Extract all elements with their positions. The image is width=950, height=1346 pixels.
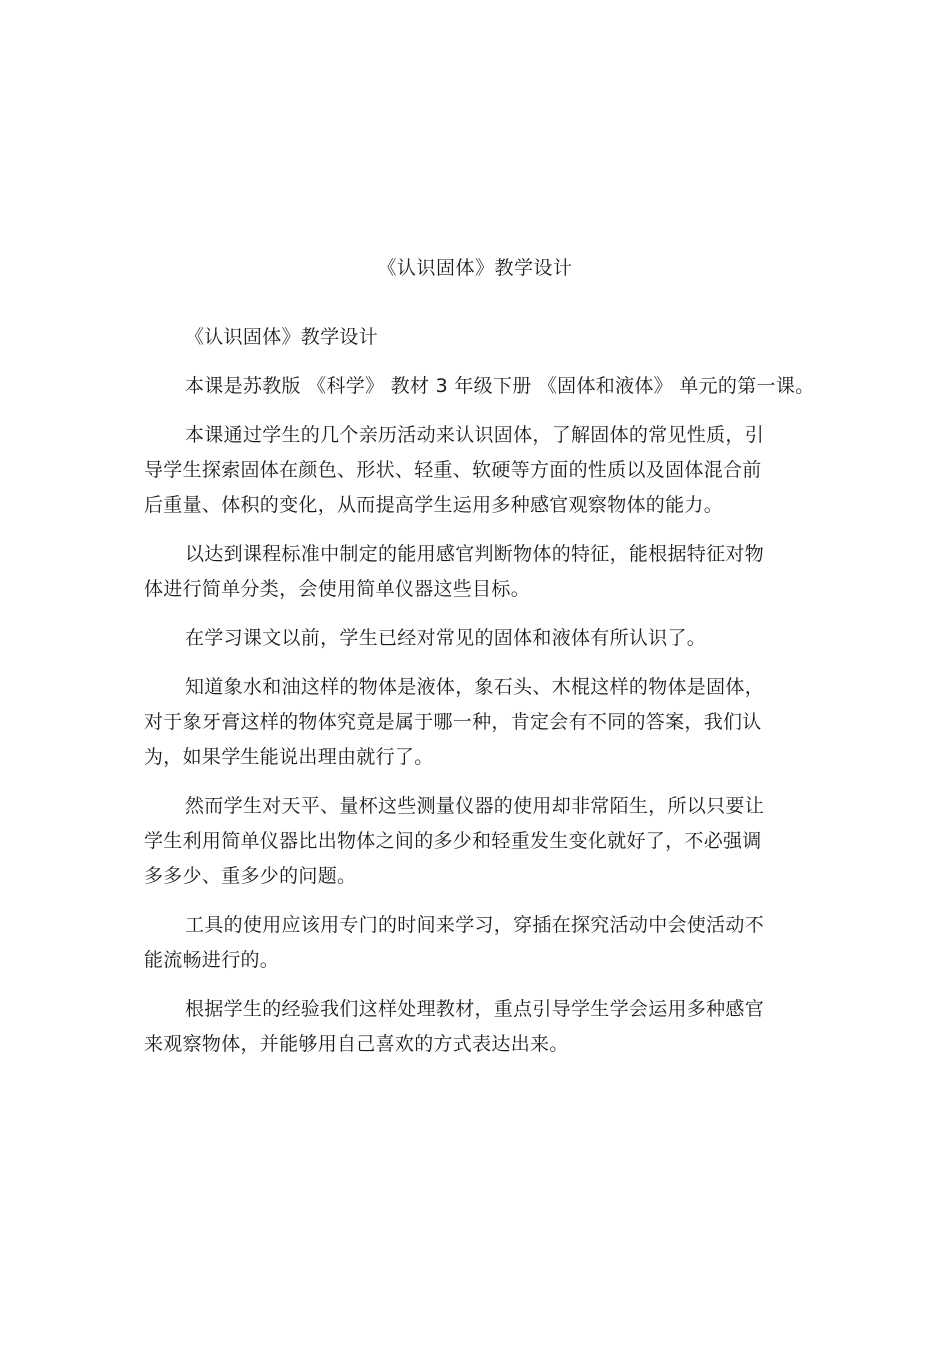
paragraph [144,537,804,607]
paragraph-line: 来观察物体，并能够用自己喜欢的方式表达出来。 [144,1033,569,1055]
paragraph-line: 《认识固体》教学设计 [185,326,379,348]
paragraph-line: 以达到课程标准中制定的能用感官判断物体的特征，能根据特征对物 [185,543,765,565]
paragraph-line: 在学习课文以前，学生已经对常见的固体和液体有所认识了。 [185,627,707,649]
paragraph-line: 然而学生对天平、量杯这些测量仪器的使用却非常陌生，所以只要让 [185,795,765,817]
paragraph [144,369,815,404]
paragraph-line: 体进行简单分类，会使用简单仪器这些目标。 [144,578,531,600]
paragraph [144,992,804,1062]
paragraph-line: 导学生探索固体在颜色、形状、轻重、软硬等方面的性质以及固体混合前 [144,459,762,481]
paragraph-line: 工具的使用应该用专门的时间来学习，穿插在探究活动中会使活动不 [185,914,765,936]
paragraph-heading [144,320,804,355]
paragraph-line: 能流畅进行的。 [144,949,280,971]
paragraph-line: 多多少、重多少的问题。 [144,865,357,887]
paragraph-line: 本课通过学生的几个亲历活动来认识固体，了解固体的常见性质，引 [185,424,765,446]
paragraph-line: 本课是苏教版 《科学》 教材 3 年级下册 《固体和液体》 单元的第一课。 [185,375,815,397]
paragraph [144,789,804,894]
paragraph-line: 为，如果学生能说出理由就行了。 [144,746,434,768]
paragraph-line: 知道象水和油这样的物体是液体，象石头、木棍这样的物体是固体， [185,676,765,698]
document-body [144,320,815,1076]
paragraph-line: 学生利用简单仪器比出物体之间的多少和轻重发生变化就好了，不必强调 [144,830,762,852]
document-title: 《认识固体》教学设计 [377,257,573,279]
paragraph [144,670,804,775]
paragraph [144,621,804,656]
paragraph-line: 对于象牙膏这样的物体究竟是属于哪一种，肯定会有不同的答案，我们认 [144,711,762,733]
paragraph-line: 根据学生的经验我们这样处理教材，重点引导学生学会运用多种感官 [185,998,765,1020]
paragraph-line: 后重量、体积的变化，从而提高学生运用多种感官观察物体的能力。 [144,494,724,516]
paragraph [144,908,804,978]
paragraph [144,418,804,523]
